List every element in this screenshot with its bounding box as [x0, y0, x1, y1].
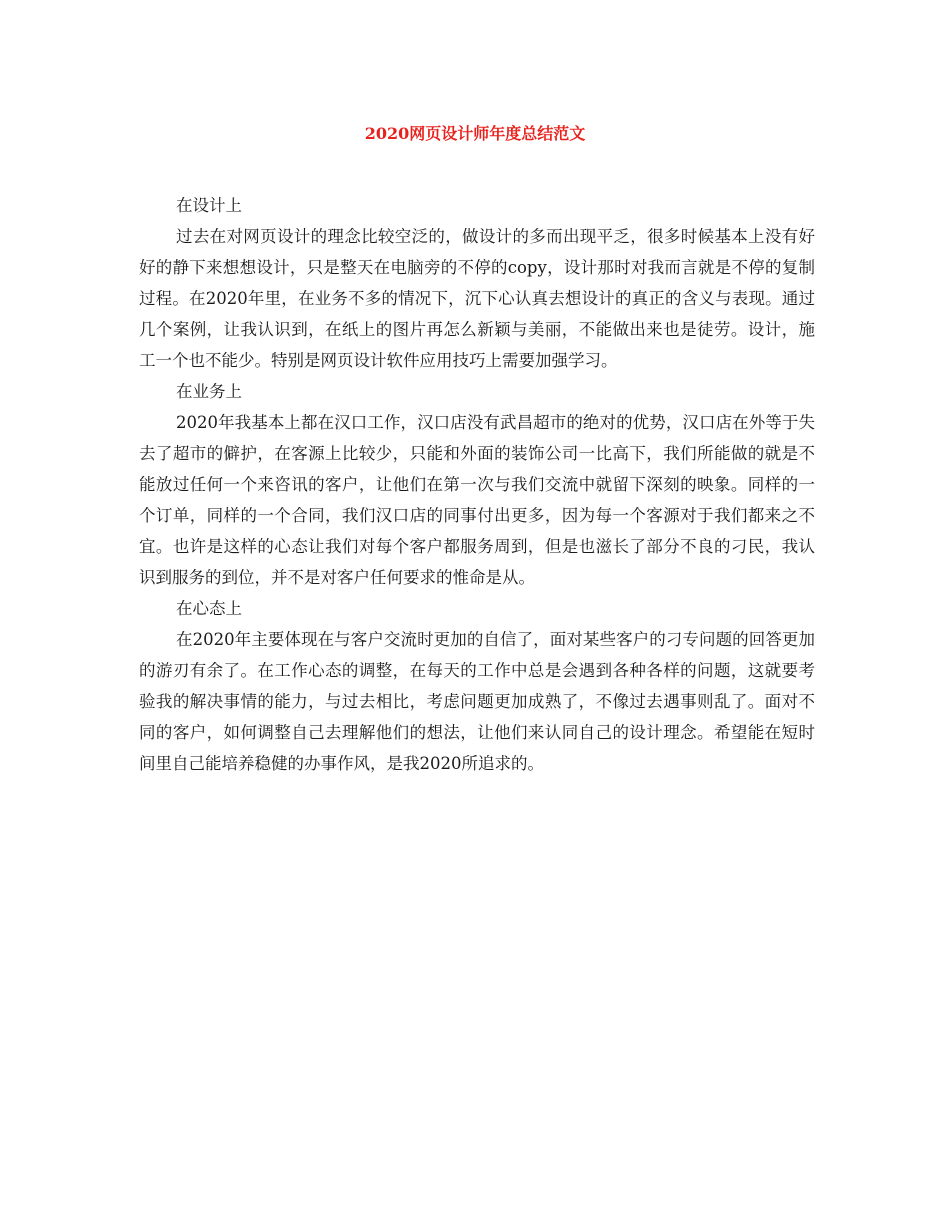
section-paragraph-mindset: 在2020年主要体现在与客户交流时更加的自信了，面对某些客户的刁专问题的回答更加的游刃有余了。在工作心态的调整，在每天的工作中总是会遇到各种各样的问题，这就要考验我的解决事情的能力，与过去相比，考虑问题更加成熟了，不像过去遇事则乱了。面对不同的客户，如何调整自己去理解他们的想法，让他们来认同自己的设计理念。希望能在短时间里自己能培养稳健的办事作风，是我2020所追求的。	[139, 630, 815, 773]
section-paragraph-business: 2020年我基本上都在汉口工作，汉口店没有武昌超市的绝对的优势，汉口店在外等于失去了超市的僻护，在客源上比较少，只能和外面的装饰公司一比高下，我们所能做的就是不能放过任何一个来咨讯的客户，让他们在第一次与我们交流中就留下深刻的映象。同样的一个订单，同样的一个合同，我们汉口店的同事付出更多，因为每一个客源对于我们都来之不宜。也许是这样的心态让我们对每个客户都服务周到，但是也滋长了部分不良的刁民，我认识到服务的到位，并不是对客户任何要求的惟命是从。	[139, 413, 815, 587]
section-heading-business: 在业务上	[176, 382, 242, 401]
section-heading-design: 在设计上	[176, 196, 242, 215]
document-title: 2020网页设计师年度总结范文	[364, 124, 586, 143]
section-heading-mindset: 在心态上	[176, 599, 242, 618]
section-paragraph-design: 过去在对网页设计的理念比较空泛的，做设计的多而出现平乏，很多时候基本上没有好好的静下来想想设计，只是整天在电脑旁的不停的copy，设计那时对我而言就是不停的复制过程。在2020年里，在业务不多的情况下，沉下心认真去想设计的真正的含义与表现。通过几个案例，让我认识到，在纸上的图片再怎么新颖与美丽，不能做出来也是徒劳。设计，施工一个也不能少。特别是网页设计软件应用技巧上需要加强学习。	[139, 227, 815, 370]
document-body	[139, 190, 815, 779]
